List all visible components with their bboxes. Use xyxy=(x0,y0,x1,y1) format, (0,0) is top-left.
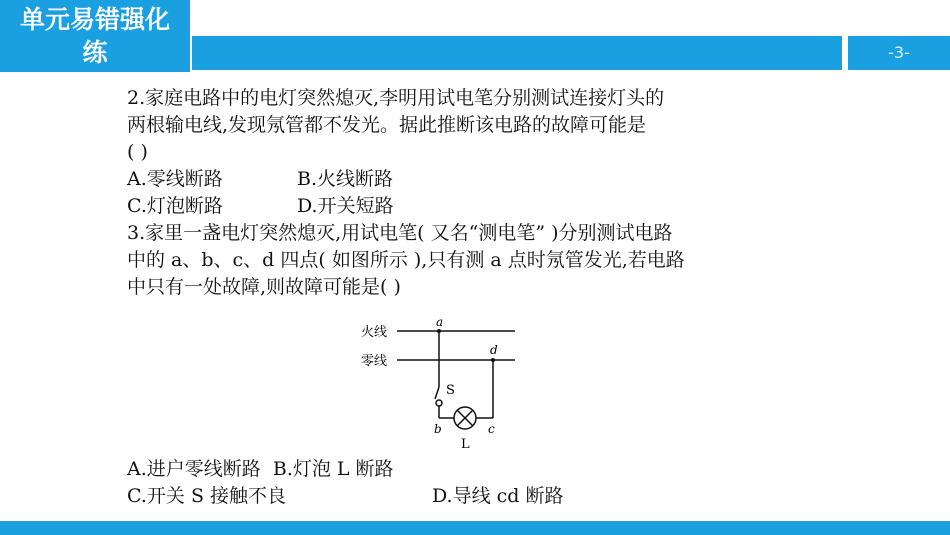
question-content xyxy=(127,85,767,510)
header-bar xyxy=(192,36,842,70)
point-a-label: a xyxy=(436,315,444,329)
section-title xyxy=(0,0,190,72)
section-title-line1: 单元易错强化 xyxy=(19,5,170,34)
circuit-diagram xyxy=(127,315,767,455)
q2-line2: 两根输电线,发现氖管都不发光。据此推断该电路的故障可能是 xyxy=(127,114,647,136)
live-wire-label: 火线 xyxy=(361,325,388,340)
point-c-label: c xyxy=(488,422,495,436)
q3-options-row1 xyxy=(127,456,767,483)
q2-option-d[interactable]: D.开关短路 xyxy=(297,195,394,217)
page-number: -3- xyxy=(848,36,950,70)
q3-options-row2 xyxy=(127,483,767,510)
q3-line3: 中只有一处故障,则故障可能是( ) xyxy=(127,276,401,298)
q2-options-row2 xyxy=(127,193,767,220)
section-title-line2: 练 xyxy=(82,38,108,67)
q3-options xyxy=(127,456,767,510)
q2-options-row1 xyxy=(127,166,767,193)
neutral-wire-label: 零线 xyxy=(361,354,388,369)
q2-blank: ( ) xyxy=(127,141,148,163)
point-b-label: b xyxy=(434,422,442,436)
q2-option-b[interactable]: B.火线断路 xyxy=(297,168,394,190)
point-d-dot xyxy=(491,358,495,362)
q2-option-a[interactable]: A.零线断路 xyxy=(127,168,223,190)
q3-option-d[interactable]: D.导线 cd 断路 xyxy=(432,485,564,507)
q3-line2: 中的 a、b、c、d 四点( 如图所示 ),只有测 a 点时氖管发光,若电路 xyxy=(127,249,685,271)
q2-option-c[interactable]: C.灯泡断路 xyxy=(127,195,223,217)
point-d-label: d xyxy=(490,343,498,357)
q3-option-a[interactable]: A.进户零线断路 xyxy=(127,458,261,480)
lamp-label: L xyxy=(461,437,470,452)
circuit-svg xyxy=(357,315,537,455)
switch-label: S xyxy=(446,383,455,398)
point-b-terminal xyxy=(436,400,442,406)
q2-line1: 2.家庭电路中的电灯突然熄灭,李明用试电笔分别测试连接灯头的 xyxy=(127,87,665,109)
q3-option-b[interactable]: B.灯泡 L 断路 xyxy=(272,458,394,480)
q3-line1: 3.家里一盏电灯突然熄灭,用试电笔( 又名“测电笔” )分别测试电路 xyxy=(127,222,673,244)
q3-option-c[interactable]: C.开关 S 接触不良 xyxy=(127,485,286,507)
switch-blade xyxy=(435,387,439,399)
footer-bar xyxy=(0,521,950,535)
